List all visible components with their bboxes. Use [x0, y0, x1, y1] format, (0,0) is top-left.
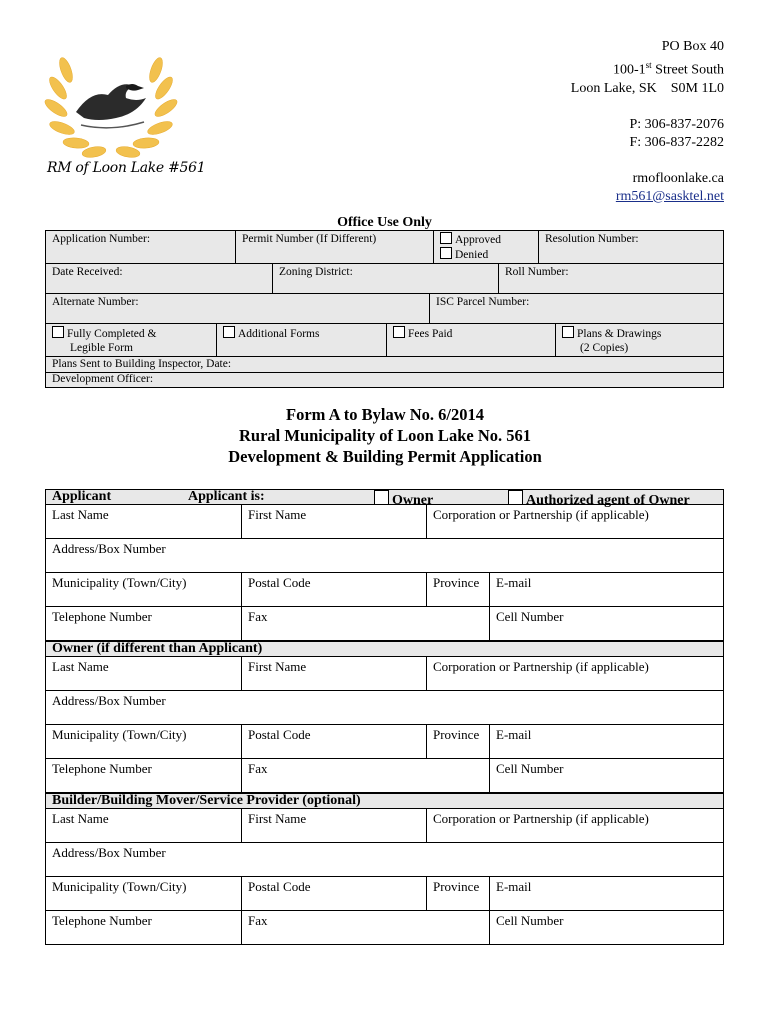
agent-option[interactable]: Authorized agent of Owner: [508, 490, 690, 508]
telephone-field[interactable]: Telephone Number: [52, 609, 152, 624]
permit-number-field[interactable]: Permit Number (If Different): [235, 231, 433, 263]
email-field[interactable]: E-mail: [489, 877, 723, 910]
office-use-table: [45, 230, 724, 388]
table-row: [46, 690, 723, 724]
builder-section: [45, 793, 724, 945]
approved-checkbox[interactable]: [440, 232, 452, 244]
form-title: [0, 404, 770, 467]
alternate-number-field[interactable]: Alternate Number:: [52, 296, 139, 308]
date-received-field[interactable]: Date Received:: [52, 266, 123, 278]
last-name-field[interactable]: Last Name: [52, 659, 109, 674]
email-link[interactable]: rm561@sasktel.net: [615, 188, 724, 204]
telephone-field[interactable]: Telephone Number: [52, 913, 152, 928]
agent-checkbox[interactable]: [508, 490, 523, 505]
office-use-title: Office Use Only: [337, 215, 432, 230]
table-row: [46, 910, 723, 944]
cell-number-field[interactable]: Cell Number: [489, 911, 723, 944]
last-name-field[interactable]: Last Name: [52, 811, 109, 826]
fax-field[interactable]: Fax: [241, 607, 489, 640]
table-row: [46, 724, 723, 758]
telephone-field[interactable]: Telephone Number: [52, 761, 152, 776]
fax-field[interactable]: Fax: [241, 759, 489, 792]
denied-checkbox[interactable]: [440, 247, 452, 259]
applicant-header: [45, 489, 724, 508]
office-use-section: [45, 214, 724, 388]
website: rmofloonlake.ca: [632, 170, 724, 186]
applicant-section: [45, 489, 724, 641]
development-officer-field[interactable]: Development Officer:: [46, 372, 723, 387]
office-row-3: [46, 293, 723, 323]
fees-paid-checkbox[interactable]: [393, 326, 405, 338]
corporation-field[interactable]: Corporation or Partnership (if applicable): [426, 505, 723, 538]
fax-number: F: 306-837-2282: [629, 134, 724, 150]
plans-drawings-checkbox[interactable]: [562, 326, 574, 338]
denied-option[interactable]: Denied: [440, 247, 532, 262]
application-title: Development & Building Permit Application: [228, 447, 542, 466]
office-row-1: [46, 231, 723, 263]
owner-checkbox[interactable]: [374, 490, 389, 505]
fully-completed-checkbox[interactable]: [52, 326, 64, 338]
zoning-district-field[interactable]: Zoning District:: [272, 264, 498, 293]
table-row: [46, 606, 723, 640]
additional-forms-checkbox[interactable]: [223, 326, 235, 338]
municipality-field[interactable]: Municipality (Town/City): [52, 879, 187, 894]
bylaw-title: Form A to Bylaw No. 6/2014: [286, 405, 484, 424]
province-field[interactable]: Province: [426, 725, 489, 758]
contact-address-block: [571, 38, 724, 206]
builder-header: [45, 793, 724, 808]
plans-drawings-option[interactable]: Plans & Drawings (2 Copies): [555, 324, 723, 356]
owner-section: [45, 641, 724, 793]
table-row: [46, 657, 723, 690]
office-row-4: [46, 323, 723, 356]
builder-heading: Builder/Building Mover/Service Provider (optional): [52, 793, 361, 808]
table-row: [46, 842, 723, 876]
province-field[interactable]: Province: [426, 573, 489, 606]
email-field[interactable]: E-mail: [489, 725, 723, 758]
postal-code-field[interactable]: Postal Code: [241, 877, 426, 910]
applicant-is-label: Applicant is:: [188, 489, 265, 504]
address-field[interactable]: Address/Box Number: [52, 845, 166, 860]
table-row: [46, 758, 723, 792]
office-row-2: [46, 263, 723, 293]
postal-code-field[interactable]: Postal Code: [241, 573, 426, 606]
fully-completed-option[interactable]: Fully Completed & Legible Form: [46, 324, 216, 356]
plans-sent-field[interactable]: Plans Sent to Building Inspector, Date:: [46, 356, 723, 372]
isc-parcel-field[interactable]: ISC Parcel Number:: [429, 294, 723, 323]
resolution-number-field[interactable]: Resolution Number:: [538, 231, 723, 263]
table-row: [46, 809, 723, 842]
province-field[interactable]: Province: [426, 877, 489, 910]
corporation-field[interactable]: Corporation or Partnership (if applicable): [426, 809, 723, 842]
corporation-field[interactable]: Corporation or Partnership (if applicable): [426, 657, 723, 690]
applicant-heading: Applicant: [52, 489, 112, 504]
street-address: 100-1st Street South: [612, 60, 724, 78]
owner-heading: Owner (if different than Applicant): [52, 641, 263, 656]
roll-number-field[interactable]: Roll Number:: [498, 264, 723, 293]
cell-number-field[interactable]: Cell Number: [489, 759, 723, 792]
table-row: [46, 876, 723, 910]
first-name-field[interactable]: First Name: [241, 505, 426, 538]
first-name-field[interactable]: First Name: [241, 809, 426, 842]
additional-forms-option[interactable]: Additional Forms: [216, 324, 386, 356]
logo-caption: RM of Loon Lake #561: [47, 160, 206, 176]
city-province-postal: Loon Lake, SK S0M 1L0: [570, 80, 724, 96]
application-number-field[interactable]: Application Number:: [52, 233, 151, 245]
postal-code-field[interactable]: Postal Code: [241, 725, 426, 758]
po-box: PO Box 40: [661, 39, 724, 54]
owner-header: [45, 641, 724, 656]
owner-option[interactable]: Owner: [374, 490, 433, 508]
address-field[interactable]: Address/Box Number: [52, 693, 166, 708]
rm-logo: [36, 40, 186, 180]
table-row: [46, 505, 723, 538]
municipality-field[interactable]: Municipality (Town/City): [52, 575, 187, 590]
phone-number: P: 306-837-2076: [629, 116, 724, 132]
municipality-title: Rural Municipality of Loon Lake No. 561: [239, 426, 531, 445]
municipality-field[interactable]: Municipality (Town/City): [52, 727, 187, 742]
approved-option[interactable]: Approved: [440, 232, 532, 247]
approval-status: [433, 231, 538, 263]
last-name-field[interactable]: Last Name: [52, 507, 109, 522]
fax-field[interactable]: Fax: [241, 911, 489, 944]
fees-paid-option[interactable]: Fees Paid: [386, 324, 555, 356]
table-row: [46, 538, 723, 572]
cell-number-field[interactable]: Cell Number: [489, 607, 723, 640]
email-field[interactable]: E-mail: [489, 573, 723, 606]
builder-table: [45, 808, 724, 945]
owner-table: [45, 656, 724, 793]
first-name-field[interactable]: First Name: [241, 657, 426, 690]
table-row: [46, 572, 723, 606]
applicant-table: [45, 504, 724, 641]
address-field[interactable]: Address/Box Number: [52, 541, 166, 556]
